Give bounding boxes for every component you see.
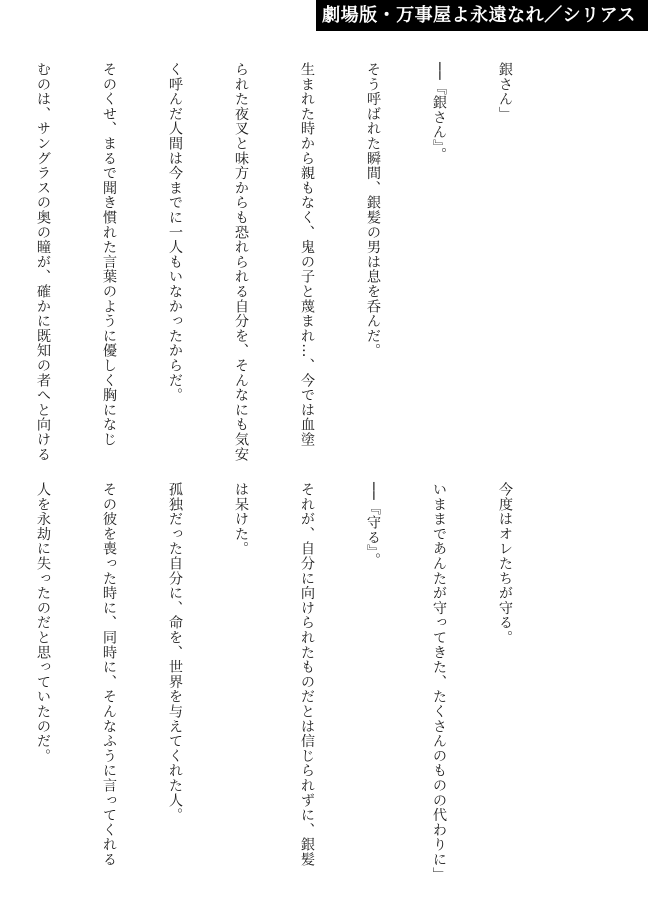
text-line: く呼んだ人間は今までに一人もいなかったからだ。	[167, 62, 183, 403]
text-line: そう呼ばれた瞬間、銀髪の男は息を呑んだ。	[365, 62, 381, 358]
text-line: 孤独だった自分に、命を、世界を与えてくれた人。	[167, 482, 183, 823]
text-block-top	[0, 62, 560, 462]
text-line: そのくせ、まるで聞き慣れた言葉のように優しく胸になじ	[101, 62, 117, 447]
text-line: られた夜叉と味方からも恐れられる自分を、そんなにも気安	[233, 62, 249, 462]
text-line: 生まれた時から親もなく、鬼の子と蔑まれ…、今では血塗	[299, 62, 315, 447]
text-line: 銀さん」	[497, 62, 513, 122]
text-line: いままであんたが守ってきた、たくさんのものの代わりに」	[431, 482, 447, 882]
text-line: 今度はオレたちが守る。	[497, 482, 513, 645]
text-line: ──『守る』。	[365, 482, 381, 568]
text-line: むのは、サングラスの奥の瞳が、確かに既知の者へと向ける	[35, 62, 51, 462]
text-line: 人を永劫に失ったのだと思っていたのだ。	[35, 482, 51, 764]
text-line: ──『銀さん』。	[431, 62, 447, 162]
text-line: その彼を喪った時に、同時に、そんなふうに言ってくれる	[101, 482, 117, 867]
book-title-banner: 劇場版・万事屋よ永遠なれ／シリアス	[316, 0, 648, 31]
text-block-bottom	[0, 482, 560, 882]
text-line: は呆けた。	[233, 482, 249, 556]
text-line: それが、自分に向けられたものだとは信じられずに、銀髪	[299, 482, 315, 867]
